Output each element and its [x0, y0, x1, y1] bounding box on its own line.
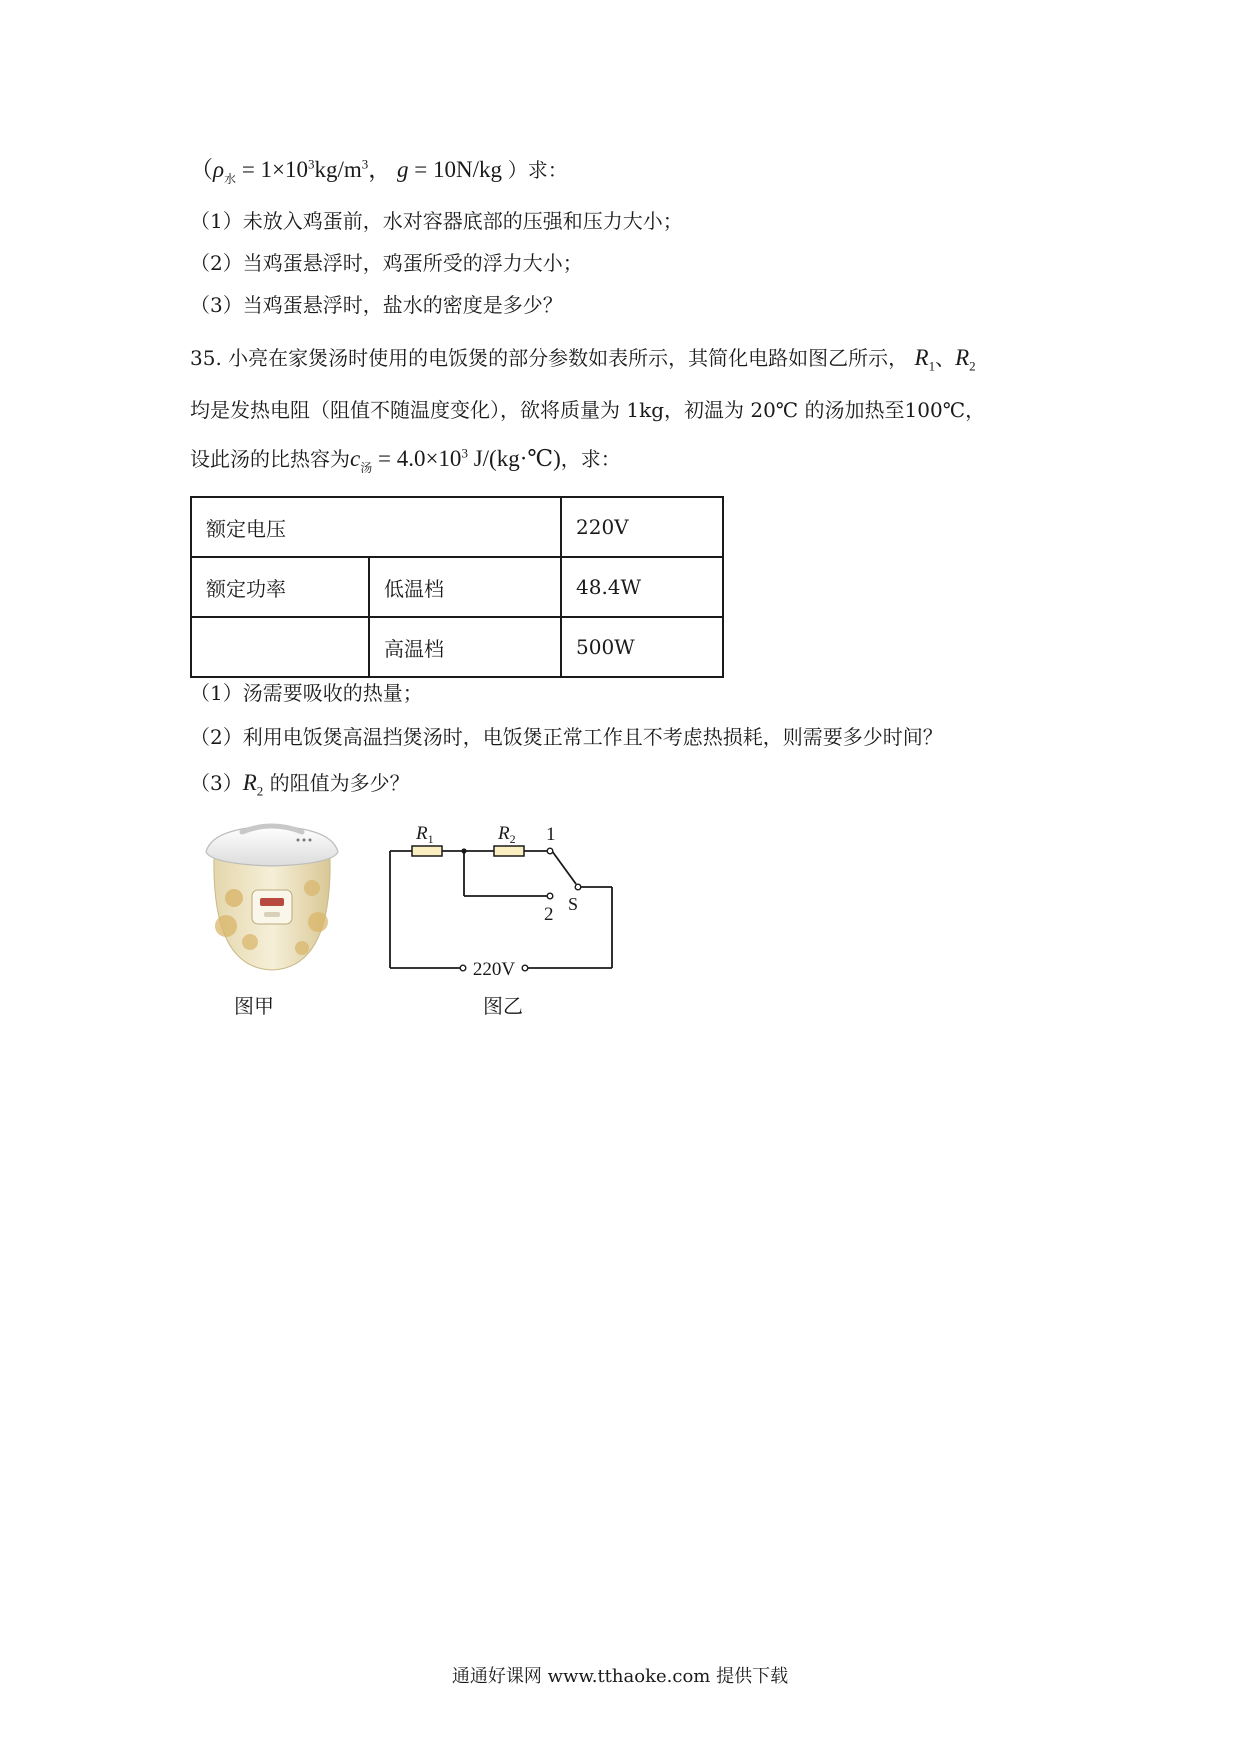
- svg-text:R2: [497, 823, 516, 846]
- circuit-diagram: [384, 808, 624, 978]
- q35-part-1: （1）汤需要吸收的热量；: [190, 681, 423, 705]
- table-row: [191, 617, 723, 677]
- c-subscript: 汤: [360, 461, 373, 475]
- r1-label-sub: 1: [427, 832, 434, 846]
- r1-label: R: [416, 823, 428, 844]
- separator: ，: [368, 157, 392, 182]
- switch-label: S: [568, 894, 579, 914]
- c-symbol: c: [350, 446, 361, 471]
- rho-subscript: 水: [224, 172, 237, 186]
- svg-text:R1: [415, 823, 434, 846]
- resistor-r2: [494, 846, 524, 856]
- r1-sub: 1: [928, 358, 936, 374]
- rated-voltage-label: 额定电压: [191, 497, 561, 557]
- low-mode-value: 48.4W: [561, 557, 723, 617]
- contact-1-label: 1: [546, 824, 556, 845]
- p3-suffix: 的阻值为多少？: [263, 771, 410, 795]
- c-value: = 4.0×10: [372, 446, 462, 471]
- q35-intro-text: 35. 小亮在家煲汤时使用的电饭煲的部分参数如表所示，其简化电路如图乙所示，: [190, 346, 909, 370]
- q35-part-2: （2）利用电饭煲高温挡煲汤时，电饭煲正常工作且不考虑热损耗，则需要多少时间？: [190, 725, 943, 749]
- c-exponent: 3: [461, 445, 468, 461]
- resistor-r1: [412, 846, 442, 856]
- rho-value: = 1×10: [236, 157, 309, 182]
- p3-r-symbol: R: [242, 770, 257, 795]
- terminal-right: [522, 965, 528, 971]
- q35-line-2: 均是发热电阻（阻值不随温度变化），欲将质量为 1kg，初温为 20℃ 的汤加热至100℃，: [190, 398, 986, 422]
- rho-exponent: 3: [308, 156, 315, 172]
- figure-a-caption: 图甲: [234, 994, 274, 1018]
- rho-unit: kg/m: [314, 157, 362, 182]
- g-value: = 10N/kg: [408, 157, 503, 182]
- table-row: [191, 497, 723, 557]
- q35-line-3: [190, 444, 621, 477]
- line3-prefix: 设此汤的比热容为: [190, 447, 350, 471]
- table-row: [191, 557, 723, 617]
- r2-label-sub: 2: [509, 832, 516, 846]
- close-paren-ask: ）求：: [507, 160, 568, 182]
- switch-pivot: [575, 884, 581, 890]
- rho-unit-exponent: 3: [361, 156, 369, 172]
- rho-symbol: ρ: [213, 157, 225, 182]
- contact-point-1: [547, 848, 553, 854]
- r-separator: 、: [935, 346, 956, 370]
- q35-intro: [190, 343, 976, 373]
- r2-symbol: R: [955, 345, 970, 370]
- rated-power-label: 额定功率: [191, 557, 369, 617]
- high-mode-label: 高温档: [369, 617, 561, 677]
- r1-symbol: R: [914, 345, 929, 370]
- r2-sub: 2: [969, 358, 976, 374]
- open-paren: （: [190, 157, 213, 182]
- q35-part-3: [190, 768, 410, 798]
- line3-suffix: ，求：: [560, 447, 621, 471]
- terminal-left: [460, 965, 466, 971]
- rice-cooker-image: [192, 818, 352, 978]
- contact-2-label: 2: [544, 904, 554, 925]
- contact-point-2: [547, 893, 553, 899]
- given-line: [190, 155, 568, 188]
- high-mode-value: 500W: [561, 617, 723, 677]
- rated-voltage-value: 220V: [561, 497, 723, 557]
- r2-label: R: [498, 823, 510, 844]
- figure-b-caption: 图乙: [483, 994, 523, 1018]
- p3-r-sub: 2: [256, 783, 264, 799]
- parameter-table: [190, 496, 724, 678]
- q34-part-3: （3）当鸡蛋悬浮时，盐水的密度是多少？: [190, 293, 563, 317]
- source-label: 220V: [472, 959, 516, 978]
- q34-part-1: （1）未放入鸡蛋前，水对容器底部的压强和压力大小；: [190, 209, 683, 233]
- low-mode-label: 低温档: [369, 557, 561, 617]
- junction-dot: [461, 848, 466, 853]
- page-footer: 通通好课网 www.tthaoke.com 提供下载: [451, 1666, 789, 1687]
- empty-cell: [191, 617, 369, 677]
- q34-part-2: （2）当鸡蛋悬浮时，鸡蛋所受的浮力大小；: [190, 251, 583, 275]
- g-symbol: g: [397, 157, 409, 182]
- c-unit: J/(kg·℃): [467, 446, 561, 471]
- p3-prefix: （3）: [190, 771, 243, 795]
